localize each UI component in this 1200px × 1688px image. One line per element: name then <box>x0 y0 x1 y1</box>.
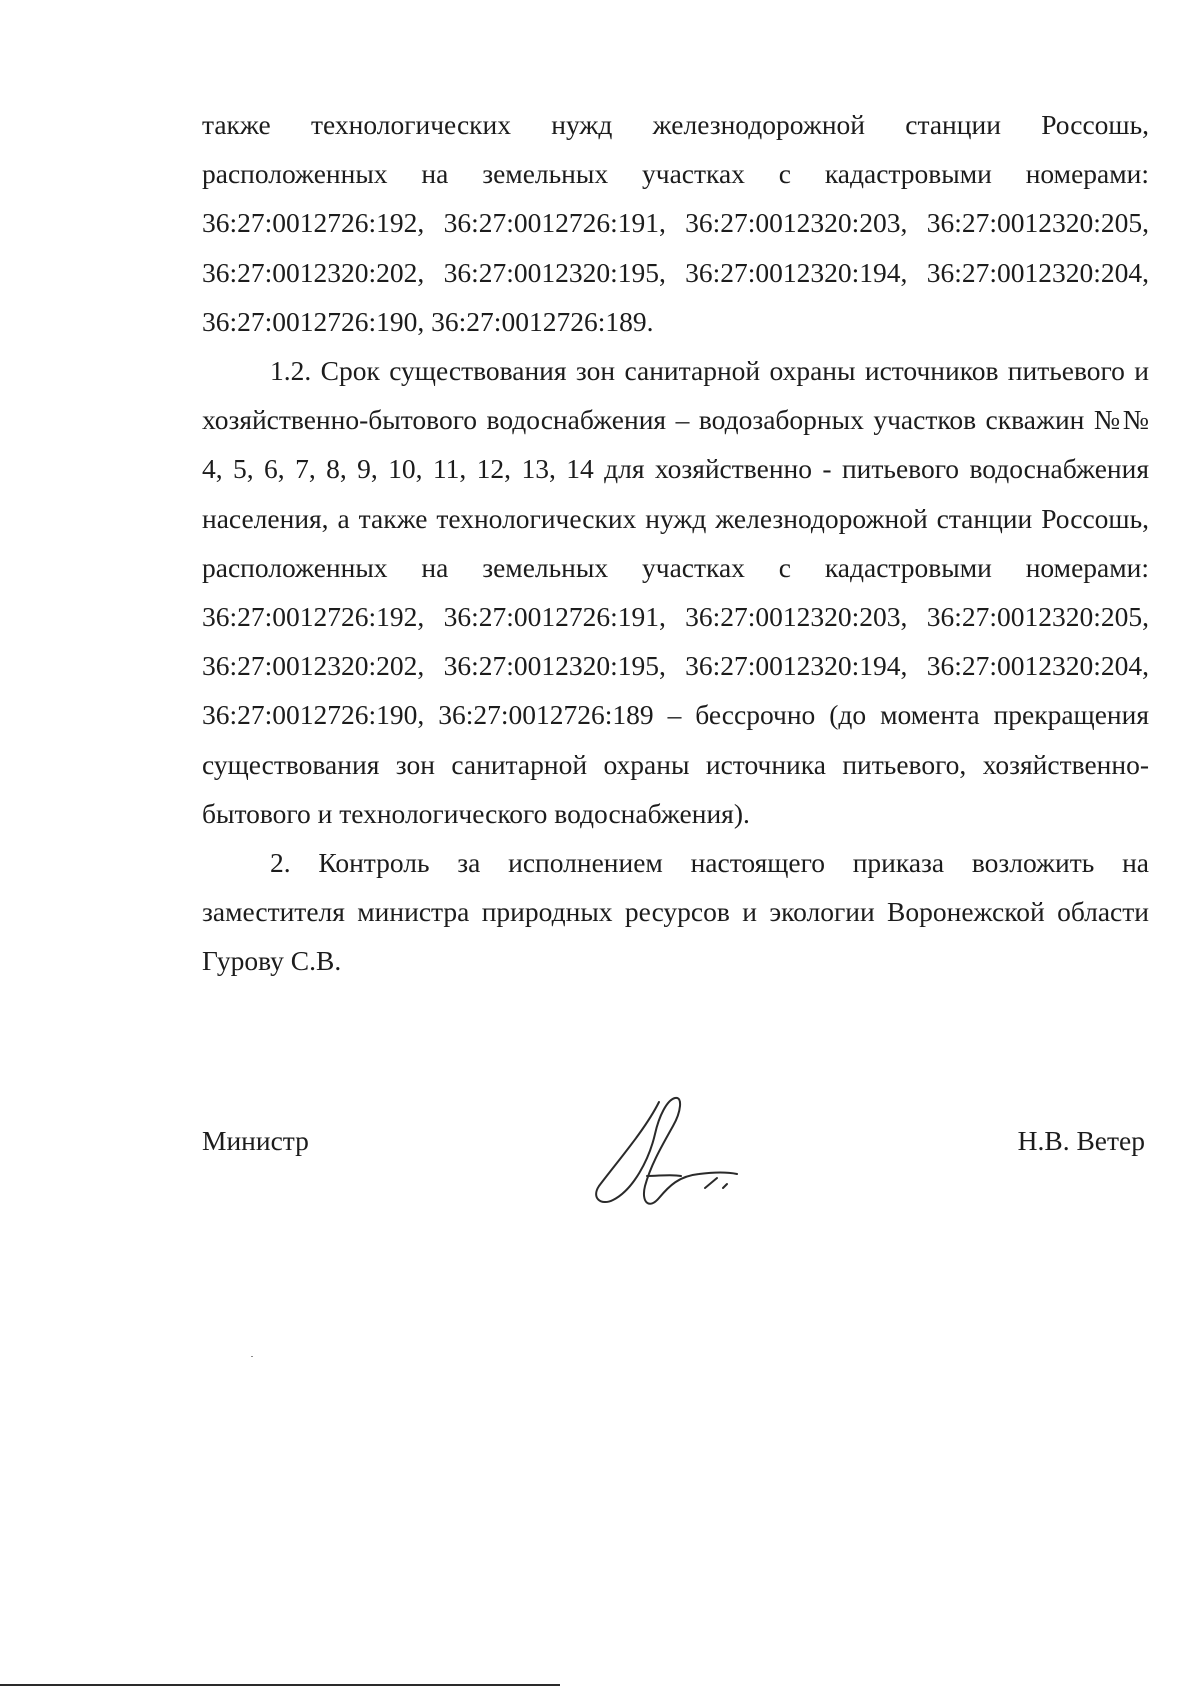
document-body <box>202 100 1149 986</box>
signatory-title: Министр <box>202 1125 309 1156</box>
page-bottom-edge-line <box>0 1684 560 1686</box>
signatory-name: Н.В. Ветер <box>1017 1125 1145 1156</box>
paragraph-continuation: также технологических нужд железнодорожной станции Россошь, расположенных на земельных участках с кадастровыми номерами: 36:27:0012726:192, 36:27:0012726:191, 36:27:0012320:203, 36:27:0012320:205, 36:27:0012320:202, 36:27:0012320:195, 36:27:0012320:194, 36:27:0012320:204, 36:27:0012726:190, 36:27:0012726:189. <box>202 109 1149 337</box>
handwritten-signature <box>587 1090 762 1220</box>
paragraph-1-2-validity-term: 1.2. Срок существования зон санитарной охраны источников питьевого и хозяйственно-бытового водоснабжения – водозаборных участков скважин №№ 4, 5, 6, 7, 8, 9, 10, 11, 12, 13, 14 для хозяйственно - питьевого водоснабжения населения, а также технологических нужд железнодорожной станции Россошь, расположенных на земельных участках с кадастровыми номерами: 36:27:0012726:192, 36:27:0012726:191, 36:27:0012320:203, 36:27:0012320:205, 36:27:0012320:202, 36:27:0012320:195, 36:27:0012320:194, 36:27:0012320:204, 36:27:0012726:190, 36:27:0012726:189 – бессрочно (до момента прекращения существования зон санитарной охраны источника питьевого, хозяйственно-бытового и технологического водоснабжения). <box>202 355 1149 829</box>
scan-speck <box>251 1356 253 1357</box>
paragraph-2-control: 2. Контроль за исполнением настоящего приказа возложить на заместителя министра природных ресурсов и экологии Воронежской области Гурову С.В. <box>202 847 1149 977</box>
signature-block <box>202 1105 1149 1235</box>
